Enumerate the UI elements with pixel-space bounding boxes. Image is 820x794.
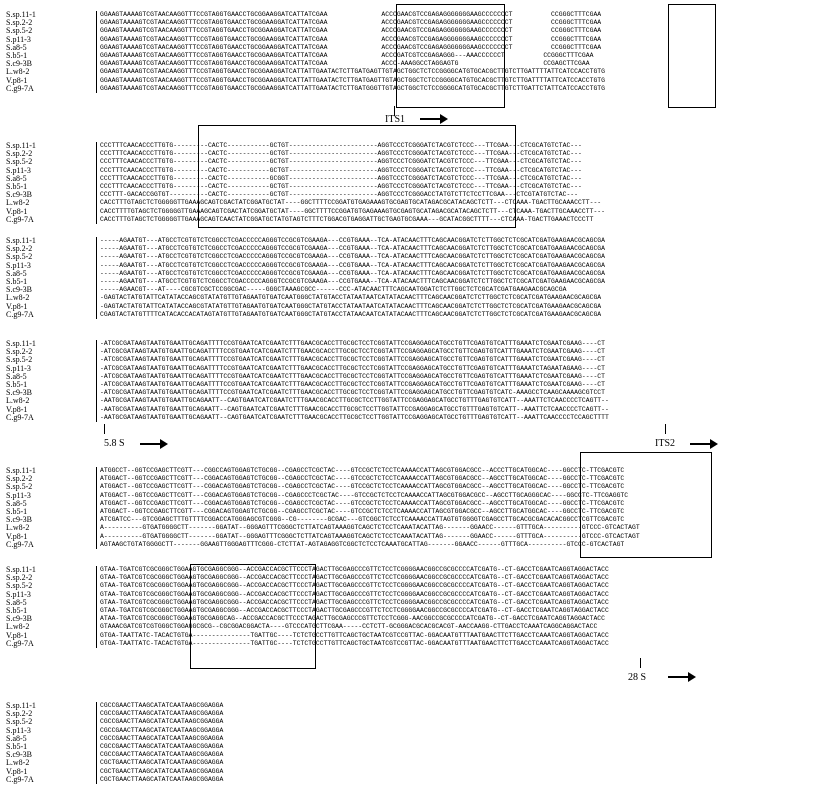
species-name: S.a8-5 — [6, 498, 27, 508]
species-name: S.p11-3 — [6, 725, 31, 735]
sequence-line: GTGA-TAATTATC-TACACTGTGA---------------TGATTGC----TCTCTGCCTTGTTCAGCTGCTAATCGTCCGTTAC-GGACAATGTTTAATGAACTTCTTGACCTCAAATCAGGTAGGACTACC — [100, 631, 609, 639]
species-name: S.b5-1 — [6, 742, 28, 752]
species-names — [6, 11, 36, 93]
species-names — [6, 142, 36, 224]
sequence-line: ATAA-TGATCGTCGCGGGCTGGAAGTGCGAGGCAG--ACCGACCACGCTTCCCTAGACTTGCGAGCCCGTTCTCCTCGGG-AACGGCCGCGCCCCATCGATG--CT-GACCTCGAATCAGGTAGGACTACC — [100, 615, 606, 623]
species-names — [6, 340, 36, 422]
sequence-line: CGCCGAACTTAAGCATATCAATAAGCGGAGGA — [100, 743, 224, 751]
species-name: S.sp.2-2 — [6, 18, 33, 28]
species-name: V.p8-1 — [6, 404, 28, 414]
sequence-line: AGTAAGCTGTATGGGGCTT-------GGAAGTTGGGAGTTTCGGG-CTCTTAT-AGTAGAGGTCGGCTCTCCTCAAATGCATTAG-------GGAACC------GTTTGCA----------GTCCC-GTCACTAGT — [100, 540, 625, 548]
species-name: S.p11-3 — [6, 589, 31, 599]
species-name: S.sp.5-2 — [6, 581, 33, 591]
sequence-line: CCCTTTCAACACCCTTGTG---------CACTC-----------GCGGT-----------------------AGGTCCCTCGGGATCTACGTCTCCC---TTCGAA---CTCGCATGTCTAC--- — [100, 174, 582, 182]
sequence-line: -ATCGCGATAAGTAATGTGAATTGCAGATTTTCCGTGAATCATCGAATCTTTGAACGCACCTTGCGCTCCTCGGTATTCCGAGGAGCATGCCTGTTCGAGTGTCATTTGAAATCTCGAATCGAAG----CT — [100, 372, 606, 380]
species-name: S.sp.5-2 — [6, 26, 33, 36]
sequence-line: GTAAACGATCGTCGTGGGCTGGAGGCGCG--CGCGGACGGACTA----GTCCCATGCTTCGAA-----CCTCTT-GCGGGACGCACGCACGT-AACCAAGG-CTTGACCTCAAATCAGGCAGGACTACC — [100, 623, 598, 631]
sequence-line: CGCCGAACTTAAGCATATCAATAAGCGGAGGA — [100, 734, 224, 742]
species-name: S.sp.11-1 — [6, 565, 36, 574]
species-name: S.sp.11-1 — [6, 466, 36, 475]
species-name: S.c9-3B — [6, 750, 32, 760]
species-name: S.c9-3B — [6, 614, 32, 624]
sequence-line: CGCTGAACTTAAGCATATCAATAAGCGGAGGA — [100, 759, 224, 767]
species-name: S.b5-1 — [6, 277, 28, 287]
sequence-line: ATGGACT--GGTCCGAGCTTCGTT---CGGACAGTGGAGTCTGCGG--CGAGCCCTCGCTAC----GTCCGCTCTCCTCAAAACCATTAGCGTGGACGCC--AGCCTTGCAGGGCAC----GGCCTC-TTCGAGGTC — [100, 491, 629, 499]
alignment-block-4 — [0, 340, 820, 432]
species-name: S.p11-3 — [6, 165, 31, 175]
species-names — [6, 467, 36, 549]
sequence-line: GTAA-TGATCGTCGCGGGCTGGAAGTGCGAGGCGGG--ACCGACCACGCTTCCCTAGACTTGCGAGCCCGTTCTCCTCGGGGAACGGCCGCGCCCCATCGATG--CT-GACCTCGAATCAGGTAGGACTACC — [100, 590, 609, 598]
5-8s-label: 5.8 S — [104, 438, 125, 449]
sequence-line: -AATGCGATAAGTAATGTGAATTGCAGAATT--CAGTGAATCATCGAATCTTTGAACGCACCTTGCGCTCCTTGGTATTCCGAGGAGCATGCCTGTTTGAGTGTCATT--AAATTCTCAACCCCTCAGTT-- — [100, 397, 609, 405]
species-names — [6, 237, 36, 319]
sequence-line: -ATCGCGATAAGTAATGTGAATTGCAGATTTTCCGTGAATCATCGAATCTTTGAACGCACCTTGCGCTCCTCGGTATTCCGAGGAGCATGCCTGTTCGAGTGTCATTTGAAATCTCGAATCGAAG----CT — [100, 356, 606, 364]
sequence-line: A----------GTGATGGGGCTT-------GGATAT--GGGAGTTTCGGGCTCTTATCAGTAAAGGTCAGCTCTCCTCAAATACATTAG-------GGAACC------GTTTGCA----------GTCCC-GTCACTAGT — [100, 532, 640, 540]
species-name: S.sp.2-2 — [6, 149, 33, 159]
its2-marker-tick — [665, 424, 666, 434]
sequence-line: GGAAGTAAAAGTCGTAACAAGGTTTCCGTAGGTGAACCTGCGGAAGGATCATTATCGAA ACCCGAACGTCCGAGAGGGGGGGAAGCCCCCCCT CCGGGCTTTCGAA — [100, 43, 602, 51]
sequence-line: CGCCGAACTTAAGCATATCAATAAGCGGAGGA — [100, 718, 224, 726]
sequence-line: -----AGAATGT---ATGCCTCGTGTCTCGGCCTCGACCCCCAGGGTCCGCGTCGAAGA---CCGTGAAA--TCA-ATACAACTTTCAGCAACGGATCTCTTGGCTCTCGCATCGATGAAGAACGCAGCGA — [100, 261, 606, 269]
species-name: S.sp.11-1 — [6, 236, 36, 245]
species-name: S.sp.5-2 — [6, 717, 33, 727]
sequence-line: GGAAGTAAAAGTCGTAACAAGGTTTCCGTAGGTGAACCTGCGGAAGGATCATTATTGAATACTCTTGATGAGTTGTAGCTGGCTCTCCGGGGCATGTGCACGCTTGTCTTGATTTTATTCATCCACCTGTG — [100, 76, 606, 84]
sequence-line: ATGGCCT--GGTCCGAGCTTCGTT---CGGCCAGTGGAGTCTGCGG--CGAGCCTCGCTAC----GTCCGCTCTCCTCAAAACCATTAGCGTGGACGCC--ACCCTTGCATGGCAC----GGCCTC-TTCGACGTC — [100, 467, 625, 474]
sequence-line: GGAAGTAAAAGTCGTAACAAGGTTTCCGTAGGTGAACCTGCGGAAGGATCATTATCGAA ACCCGAACGTCCGAGAGGGGGGGAAGCCCCCCCT CCGGGCTTTCGAA — [100, 27, 602, 35]
species-names — [6, 566, 36, 648]
5-8s-marker-tick — [104, 424, 105, 434]
species-name: V.p8-1 — [6, 531, 28, 541]
sequence-line: ATGGACT--GGTCCGAGCTTCGTT---CGGACAGTGGAGTCTGCGG--CGAGCCTCGCTAC----GTCCGCTCTCCTCAAAACCATTAGCGTGGACGCC--AGCCTTGCATGGCAC----GGCCTC-TTCGACGTC — [100, 483, 625, 491]
sequence-line: GGAAGTAAAAGTCGTAACAAGGTTTCCGTAGGTGAACCTGCGGAAGGATCATTATTGAATACTCTTGATGAGTTGTAGCTGGCTCTCCGGGGCATGTGCACGCTTGTCTTGATTTTATTCATCCACCTGTG — [100, 68, 606, 76]
species-name: S.p11-3 — [6, 34, 31, 44]
species-name: S.p11-3 — [6, 260, 31, 270]
species-name: S.a8-5 — [6, 42, 27, 52]
species-name: S.b5-1 — [6, 380, 28, 390]
species-name: S.sp.5-2 — [6, 157, 33, 167]
sequence-line: GGAAGTAAAAGTCGTAACAAGGTTTCCGTAGGTGAACCTGCGGAAGGATCATTATCGAA ACCCGATCGTCCGAGAGGG---AAACCCCCCT CCGGGCTTTCGAA — [100, 52, 594, 60]
sequence-line: -GAGTACTATGTATTCATATACCAGCGTATATGTTGTAGAATGTGATCAATGGGCTATGTACCTATAATAATCATATACAACTTTCAGCAACGGATCTCTTGGCTCTCGCATCGATGAAGAACGCAGCGA — [100, 302, 602, 310]
sequence-line: ATGGACT--GGTCCGAGCTTCGTT---CGGACAGTGGAGTCTGCGG--CGAGCCTCGCTAC----GTCCGCTCTCCTCAAAACCATTAGCGTGGACGCC--AGCCTTGCATGGCAC----GGCCTC-TTCGACGTC — [100, 499, 625, 507]
species-name: L.w8-2 — [6, 198, 30, 208]
highlight-box-28s-start — [190, 564, 316, 669]
species-name: S.sp.11-1 — [6, 701, 36, 710]
species-name: C.g9-7A — [6, 539, 34, 549]
sequence-line: -ATCGCGATAAGTAATGTGAATTGCAGATTTTCCGTGAATCATCGAATCTTTGAACGCACCTTGCGCTCCTCGGTATTCCGAGGAGCATGCCTGTTCGAGTGTCATC-AAAGCCTCAAGCAAAAGCGTCCT — [100, 389, 606, 397]
sequence-line: CGAGTACTATGTTTTCATACACCACATAGTATGTTGTAGAATGTGATCAATGGGCTATGTACCTATAACAATCATATACAACTTTCAGCAACGGATCTCTTGGCTCTCGCATCGATGAAGAACGCAGCGA — [100, 310, 602, 318]
species-name: L.w8-2 — [6, 67, 30, 77]
sequence-line: GGAAGTAAAAGTCGTAACAAGGTTTCCGTAGGTGAACCTGCGGAAGGATCATTATCGAA ACCC-AAAGGCCTAGGAGTG CCGAGCTTCGAA — [100, 60, 590, 68]
species-name: S.a8-5 — [6, 173, 27, 183]
species-name: C.g9-7A — [6, 774, 34, 784]
species-name: C.g9-7A — [6, 83, 34, 93]
species-name: S.c9-3B — [6, 190, 32, 200]
highlight-box-variable-region — [198, 125, 516, 228]
sequence-line: CACCTTTGTAGCTCTGGGGGTTGAAAGCAGTCGACTATCGGATGCTAT----GGCTTTTCCGGATGTGAGAAAGTGCGAGTGCATAGACGCATACAGCTCTT---CTCAAA-TGACTTGCAAACCTT--- — [100, 199, 602, 207]
highlight-box-its2-end — [580, 452, 712, 558]
sequence-line: -ATCGCGATAAGTAATGTGAATTGCAGATTTTCCGTGAATCATCGAATCTTTGAACGCACCTTGCGCTCCTCGGTATTCCGAGGAGCATGCCTGTTCGAGTGTCATTTGAAATCTAGAATAGAAG----CT — [100, 364, 606, 372]
sequence-line: CGCCGAACTTAAGCATATCAATAAGCGGAGGA — [100, 710, 224, 718]
sequence-line: GTAA-TGATCGTCGCGGGCTGGAAGTGCGAGGCGGG--ACCGACCACGCTTCCCTAGACTTGCGAGCCCGTTCTCCTCGGGGAACGGCCGCGCCCCATCGATG--CT-GACCTCGAATCAGGTAGGACTACC — [100, 574, 609, 582]
highlight-box-its1-start — [396, 4, 505, 108]
sequence-line: -ATCGCGATAAGTAATGTGAATTGCAGATTTTCCGTGAATCATCGAATCTTTGAACGCACCTTGCGCTCCTCGGTATTCCGAGGAGCATGCCTGTTCGAGTGTCATTTGAAATCTCGAATCGAAG----CT — [100, 381, 606, 389]
species-name: S.sp.2-2 — [6, 573, 33, 583]
species-name: S.b5-1 — [6, 507, 28, 517]
species-name: S.sp.2-2 — [6, 709, 33, 719]
sequence-line: CCCTTT-GACACCGGTGT----------CACTC-----------GCTGT-----------------------AGGTCCCTCGGGACCTATGTCTTCTCCTTCGAA---CTCGTATGTCTAC--- — [100, 191, 579, 199]
sequence-line: CGCCGAACTTAAGCATATCAATAAGCGGAGGA — [100, 726, 224, 734]
sequence-line: -----AGAATGT---ATGCCTCGTGTCTCGGCCTCGACCCCCAGGGTCCGCGTCGAAGA---CCGTGAAA--TCA-ATACAACTTTCAGCAACGGATCTCTTGGCTCTCGCATCGATGAAGAACGCAGCGA — [100, 278, 606, 286]
its2-label: ITS2 — [655, 438, 675, 449]
species-name: S.p11-3 — [6, 490, 31, 500]
species-name: L.w8-2 — [6, 758, 30, 768]
arrow-right-icon — [420, 113, 448, 125]
species-name: V.p8-1 — [6, 630, 28, 640]
species-name: L.w8-2 — [6, 396, 30, 406]
species-name: S.b5-1 — [6, 182, 28, 192]
species-name: S.a8-5 — [6, 371, 27, 381]
sequence-line: GGAAGTAAAAGTCGTAACAAGGTTTCCGTAGGTGAACCTGCGGAAGGATCATTATCGAA ACCCGAACGTCCGAGAGGGGGGGAAGCCCCCCCT CCGGGCTTTCGAA — [100, 11, 602, 18]
alignment-block-6 — [0, 566, 820, 658]
species-name: S.sp.2-2 — [6, 347, 33, 357]
sequence-lines — [96, 11, 605, 93]
sequence-line: CCCTTTCAACACCCTTGTG---------CACTC-----------GCTGT-----------------------AGGTCCCTCGGGATCTACGTCTCCC---TTCGAA---CTCGCATGTCTAC--- — [100, 150, 582, 158]
species-name: V.p8-1 — [6, 301, 28, 311]
sequence-line: CGCCGAACTTAAGCATATCAATAAGCGGAGGA — [100, 702, 224, 709]
species-name: S.c9-3B — [6, 59, 32, 69]
sequence-line: -GAGTACTATGTATTCATATACCAGCGTATATGTTGTAGAATGTGATCAATGGGCTATGTACCTATAATAATCATATACAACTTTCAGCAACGGATCTCTTGGCTCTCGCATCGATGAAGAACGCAGCGA — [100, 294, 602, 302]
sequence-line: -----AGAATGT---ATGCCTCGTGTCTCGGCCTCGACCCCCAGGGTCCGCGTCGAAGA---CCGTGAAA--TCA-ATACAACTTTCAGCAACGGATCTCTTGGCTCTCGCATCGATGAAGAACGCAGCGA — [100, 269, 606, 277]
arrow-right-icon — [668, 671, 696, 683]
sequence-lines — [96, 566, 609, 648]
sequence-line: -----AGAACGT---AT----CGCGTCGCTCCGGCGAC-----GGGCTAAAGCGCC------CCC-ATACAACTTTCAGCAATGGATCTCTTGGCTCTCGCATCGATGAAGAACGCAGCGA — [100, 286, 567, 294]
species-name: S.sp.2-2 — [6, 244, 33, 254]
sequence-line: -----AGAATGT---ATGCCTCGTGTCTCGGCCTCGACCCCCAGGGTCCGCGTCGAAGA---CCGTGAAA--TCA-ATACAACTTTCAGCAACGGATCTCTTGGCTCTCGCATCGATGAAGAACGCAGCGA — [100, 253, 606, 261]
sequence-line: GTAA-TGATCGTCGCGGGCTGGAAGTGCGAGGCGGG--ACCGACCACGCTTCCCTAGACTTGCGAGCCCGTTCTCCTCGGGGAACGGCCGCGCCCCATCGATG--CT-GACCTCGAATCAGGTAGGACTACC — [100, 566, 609, 573]
species-name: C.g9-7A — [6, 412, 34, 422]
sequence-line: CCCTTTCAACACCCTTGTG---------CACTC-----------GCTGT-----------------------AGGTCCCTCGGGATCTACGTCTCCC---TTCGAA---CTCGCATGTCTAC--- — [100, 158, 582, 166]
sequence-line: CCCTTTCAACACCCTTGTG---------CACTC-----------GCTGT-----------------------AGGTCCCTCGGGATCTACGTCTCCC---TTCGAA---CTCGCATGTCTAC--- — [100, 142, 582, 149]
sequence-line: CGCTGAACTTAAGCATATCAATAAGCGGAGGA — [100, 775, 224, 783]
sequence-line: -----AGAATGT---ATGCCTCGTGTCTCGGCCTCGACCCCCAGGGTCCGCGTCGAAGA---CCGTGAAA--TCA-ATACAACTTTCAGCAACGGATCTCTTGGCTCTCGCATCGATGAAGAACGCAGCGA — [100, 237, 606, 244]
species-name: C.g9-7A — [6, 214, 34, 224]
sequence-line: -----AGAATGT---ATGCCTCGTGTCTCGGCCTCGACCCCCAGGGTCCGCGTCGAAGA---CCGTGAAA--TCA-ATACAACTTTCAGCAACGGATCTCTTGGCTCTCGCATCGATGAAGAACGCAGCGA — [100, 245, 606, 253]
its1-label: ITS1 — [385, 114, 405, 125]
sequence-lines — [96, 237, 605, 319]
sequence-line: ATGGACT--GGTCCGAGCTTCGTT---CGGACAGTGGAGTCTGCGG--CGAGCCTCGCTAC----GTCCGCTCTCCTCAAAACCATTAGCGTGGACGCC--AGCCTTGCATGGCAC----GGCCTC-TTCGACGTC — [100, 475, 625, 483]
highlight-box-its1-motif — [668, 4, 716, 108]
sequence-lines — [96, 467, 640, 549]
sequence-line: CCCTTTCAACACCCTTGTG---------CACTC-----------GCTGT-----------------------AGGTCCCTCGGGATCTACGTCTCCC---TTCGAA---CTCGCATGTCTAC--- — [100, 166, 582, 174]
species-name: S.a8-5 — [6, 733, 27, 743]
species-name: S.sp.5-2 — [6, 252, 33, 262]
species-name: S.a8-5 — [6, 597, 27, 607]
arrow-right-icon — [690, 438, 718, 450]
sequence-line: CACCTTTTGTAGCTCTGGGGGTTGAAAGCAGTCGACTATCGGATGCTAT----GGCTTTTCCGGATGTGAGAAAGTGCGAGTGCATAGACGCATACAGCTCTT---CTCAAA-TGACTTGCAAACCTT--- — [100, 207, 606, 215]
sequence-line: A----------GTGATGGGGCTT-------GGATAT--GGGAGTTTCGGGCTCTTATCAGTAAAGGTCAGCTCTCCTCAAATACATTAG-------GGAACC------GTTTGCA----------GTCCC-GTCACTAGT — [100, 524, 640, 532]
sequence-line: GTAA-TGATCGTCGCGGGCTGGAAGTGCGAGGCGGG--ACCGACCACGCTTCCCTAGACTTGCGAGCCCGTTCTCCTCGGGGAACGGCCGCGCCCCATCGATG--CT-GACCTCGAATCAGGTAGGACTACC — [100, 607, 609, 615]
sequence-lines — [96, 340, 609, 422]
sequence-line: GGAAGTAAAAGTCGTAACAAGGTTTCCGTAGGTGAACCTGCGGAAGGATCATTATCGAA ACCCGAACGTCCGAGAGGGGGGGAAGCCCCCCCT CCGGGCTTTCGAA — [100, 19, 602, 27]
species-name: S.sp.5-2 — [6, 355, 33, 365]
species-name: V.p8-1 — [6, 75, 28, 85]
sequence-line: CACCTTTGTAGCTCTGGGGGTTGAAAGCAGTCAACTATCGGATGCTATGTAGTCTTTCTGGACGTGAGGATTGCTGAGTGCGAAA---GCATACGGCTTTT---CTCAAA-TGACTTGAAACTCCCTT — [100, 215, 594, 223]
species-name: S.a8-5 — [6, 268, 27, 278]
species-names — [6, 702, 36, 784]
28s-marker-tick — [640, 658, 641, 668]
species-name: C.g9-7A — [6, 638, 34, 648]
species-name: S.c9-3B — [6, 285, 32, 295]
sequence-line: CCCTTTCAACACCCTTGTG---------CACTC-----------GCTGT-----------------------AGGTCCCTCGGGATCTACGTCTCCC---TTCGAA---CTCGCATGTCTAC--- — [100, 183, 582, 191]
sequence-line: GTGA-TAATTATC-TACACTGTGA---------------TGATTGC----TCTCTGCCTTGTTCAGCTGCTAATCGTCCGTTAC-GGACAATGTTTAATGAACTTCTTGACCTCAAATCAGGTAGGACTACC — [100, 639, 609, 647]
sequence-line: CGCTGAACTTAAGCATATCAATAAGCGGAGGA — [100, 767, 224, 775]
sequence-line: GTAA-TGATCGTCGCGGGCTGGAAGTGCGAGGCGGG--ACCGACCACGCTTCCCTAGACTTGCGAGCCCGTTCTCCTCGGGGAACGGCCGCGCCCCATCGATG--CT-GACCTCGAATCAGGTAGGACTACC — [100, 598, 609, 606]
sequence-lines — [96, 702, 223, 784]
sequence-line: GGAAGTAAAAGTCGTAACAAGGTTTCCGTAGGTGAACCTGCGGAAGGATCATTATCGAA ACCCGAACGTCCGAGAGGGGGGGAAGCCCCCCCT CCGGGCTTTCGAA — [100, 35, 602, 43]
species-name: S.b5-1 — [6, 51, 28, 61]
alignment-block-3 — [0, 237, 820, 329]
species-name: L.w8-2 — [6, 622, 30, 632]
28s-label: 28 S — [628, 672, 647, 683]
species-name: S.c9-3B — [6, 515, 32, 525]
sequence-line: GGAAGTAAAAGTCGTAACAAGGTTTCCGTAGGTGAACCTGCGGAAGGATCATTATTGAATACTCTTGATGGGTTGTAGCTGGCTCTCCGGGGCATGTGCACGCTTGTCTTGATTCTATTCATCCACCTGTG — [100, 84, 606, 92]
species-name: V.p8-1 — [6, 206, 28, 216]
species-name: S.sp.11-1 — [6, 141, 36, 150]
species-name: S.p11-3 — [6, 363, 31, 373]
arrow-right-icon — [140, 438, 168, 450]
species-name: S.sp.11-1 — [6, 339, 36, 348]
sequence-line: ATCGATCC---GTCGGAGCTTTGTTTTCGGACCATGGGAGCGTCGGG--CG--------GCGAC---GTCGGCTCTCCTCAAAACCATTAGTGTGGGGTCGAGCCTTGCACGCGACACACGGCCTCGTTCGACGTC — [100, 516, 625, 524]
sequence-line: ATGGACT--GGTCCGAGCTTCGTT---CGGACAGTGGAGTCTGCGG--CGAGCCTCGCTAC----GTCCGCTCTCCTCAAAACCATTAGCGTGGACGCC--AGCCTTGCATGGCAC----GGCCTC-TTCGACGTC — [100, 508, 625, 516]
species-name: C.g9-7A — [6, 309, 34, 319]
sequence-line: -AATGCGATAAGTAATGTGAATTGCAGAATT--CAGTGAATCATCGAATCTTTGAACGCACCTTGCGCTCCTTGGTATTCCGAGGAGCATGCCTGTTTGAGTGTCATT--AAATTCAACCCCTCCAGCTTTT — [100, 413, 609, 421]
sequence-line: -ATCGCGATAAGTAATGTGAATTGCAGATTTTCCGTGAATCATCGAATCTTTGAACGCACCTTGCGCTCCTCGGTATTCCGAGGAGCATGCCTGTTCGAGTGTCATTTGAAATCTCGAATCGAAG----CT — [100, 348, 606, 356]
species-name: S.b5-1 — [6, 606, 28, 616]
species-name: S.sp.11-1 — [6, 10, 36, 19]
species-name: L.w8-2 — [6, 523, 30, 533]
species-name: S.sp.2-2 — [6, 474, 33, 484]
species-name: V.p8-1 — [6, 766, 28, 776]
alignment-block-7 — [0, 702, 820, 794]
sequence-line: -ATCGCGATAAGTAATGTGAATTGCAGATTTTCCGTGAATCATCGAATCTTTGAACGCACCTTGCGCTCCTCGGTATTCCGAGGAGCATGCCTGTTCGAGTGTCATTTGAAATCTCGAATCGAAG----CT — [100, 340, 606, 347]
species-name: L.w8-2 — [6, 293, 30, 303]
species-name: S.c9-3B — [6, 388, 32, 398]
sequence-line: CGCCGAACTTAAGCATATCAATAAGCGGAGGA — [100, 751, 224, 759]
sequence-line: GTAA-TGATCGTCGCGGGCTGGAAGTGCGAGGCGGG--ACCGACCACGCTTCCCTAGACTTGCGAGCCCGTTCTCCTCGGGGAACGGCCGCGCCCCATCGATG--CT-GACCTCGAATCAGGTAGGACTACC — [100, 582, 609, 590]
sequence-line: -AATGCGATAAGTAATGTGAATTGCAGAATT--CAGTGAATCATCGAATCTTTGAACGCACCTTGCGCTCCTTGGTATTCCGAGGAGCATGCCTGTTTGAGTGTCATT--AAATTCTCAACCCCTCAGTT-- — [100, 405, 609, 413]
species-name: S.sp.5-2 — [6, 482, 33, 492]
